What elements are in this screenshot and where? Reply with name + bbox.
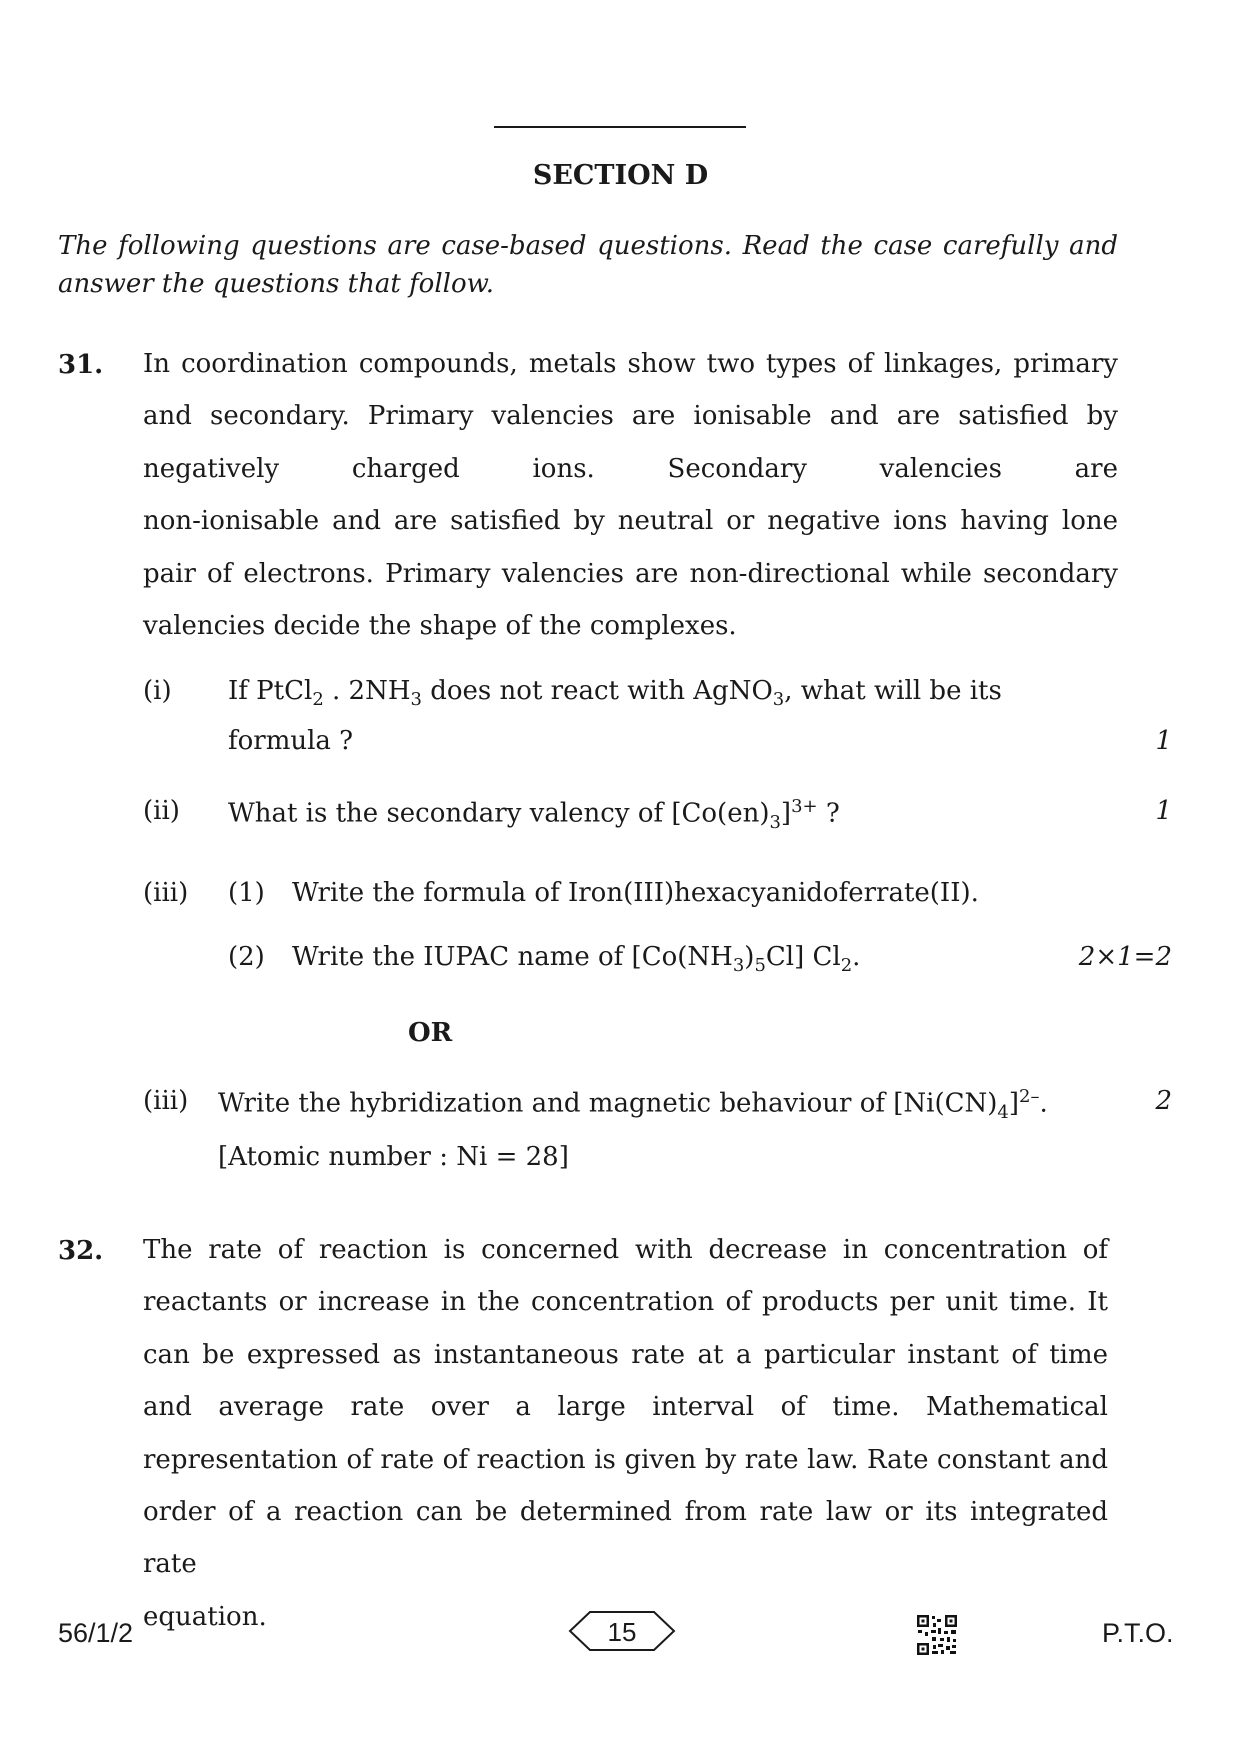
section-title: SECTION D (532, 160, 709, 191)
subq-i-label: (i) (143, 676, 172, 706)
or-label: OR (408, 1018, 453, 1048)
subq-i-text (228, 676, 1118, 710)
pto-label: P.T.O. (1102, 1618, 1174, 1648)
marks-iii: 2×1=2 (1078, 942, 1172, 972)
passage-line: equation. (143, 1601, 267, 1632)
word: ions. (532, 453, 595, 484)
passage-line: order of a reaction can be determined from rate law or its integrated rate (143, 1497, 1108, 1580)
marks-iii-alt: 2 (1155, 1086, 1172, 1116)
subq-ii-label: (ii) (143, 796, 180, 826)
passage-line: representation of rate of reaction is given by rate law. Rate constant and (143, 1444, 1108, 1475)
word: negatively (143, 453, 280, 484)
top-rule (494, 126, 746, 128)
qr-code-icon (916, 1614, 958, 1656)
passage-line: In coordination compounds, metals show two types of linkages, primary (143, 349, 1118, 379)
subq-iii-alt-label: (iii) (143, 1086, 189, 1116)
passage-line-spaced (143, 443, 1118, 495)
subq-iii-part2-text: Write the IUPAC name of $[Co(NH_3)_5Cl]$ $Cl_2$. (292, 942, 861, 977)
subq-iii-part2-label: (2) (228, 942, 265, 972)
subq-i-line2: formula ? (228, 726, 354, 756)
passage-line: can be expressed as instantaneous rate at a particular instant of time (143, 1339, 1108, 1370)
marks-ii: 1 (1155, 796, 1172, 826)
passage-line: The rate of reaction is concerned with decrease in concentration of (143, 1235, 1108, 1265)
passage-line: non-ionisable and are satisfied by neutral or negative ions having lone (143, 506, 1118, 537)
page-number: 15 (607, 1617, 637, 1647)
passage-line: and secondary. Primary valencies are ionisable and are satisfied by (143, 401, 1118, 432)
question-31-passage (143, 338, 1118, 652)
passage-line: reactants or increase in the concentration of products per unit time. It (143, 1287, 1108, 1318)
page-number-badge (568, 1610, 676, 1652)
instructions: The following questions are case-based questions. Read the case carefully and answer the questions that follow. (58, 231, 1118, 299)
subq-ii-text: What is the secondary valency of $[Co(en)_3]^{3+}$ ? (228, 796, 840, 833)
subq-iii-label: (iii) (143, 878, 189, 908)
question-31-number: 31. (58, 350, 104, 380)
passage-line: valencies decide the shape of the complexes. (143, 611, 737, 642)
word: valencies (879, 453, 1002, 484)
subq-iii-alt-text: Write the hybridization and magnetic behaviour of $[Ni(CN)_4]^{2-}$. (218, 1086, 1048, 1123)
subq-iii-part1-label: (1) (228, 878, 265, 908)
word: Secondary (667, 453, 807, 484)
passage-line: pair of electrons. Primary valencies are non-directional while secondary (143, 558, 1118, 589)
subq-i-part: If PtCl$_2$ . $2NH_3$ does not react with AgNO$_3$, what will be its (228, 676, 1002, 711)
passage-line: and average rate over a large interval of time. Mathematical (143, 1392, 1108, 1423)
paper-code: 56/1/2 (58, 1618, 134, 1648)
subq-iii-part1-text: Write the formula of Iron(III)hexacyanidoferrate(II). (292, 878, 979, 908)
question-32-number: 32. (58, 1236, 104, 1266)
marks-i: 1 (1155, 726, 1172, 756)
subq-iii-alt-line2: [Atomic number : Ni = 28] (218, 1142, 569, 1172)
word: charged (351, 453, 460, 484)
question-32-passage (143, 1224, 1108, 1643)
word: are (1074, 453, 1118, 484)
